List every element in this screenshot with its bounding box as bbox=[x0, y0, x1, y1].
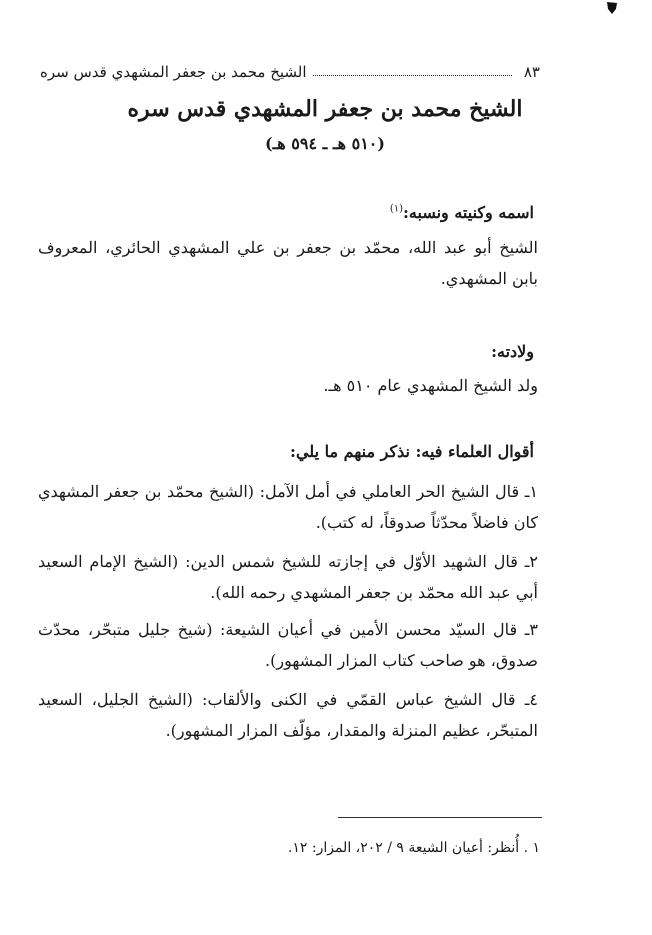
saying-item-1: ١ـ قال الشيخ الحر العاملي في أمل الآمل: (الشيخ محمّد بن جعفر المشهدي كان فاضلاً محدّثاً صدوقاً، له كتب). bbox=[38, 482, 538, 532]
page-title: الشيخ محمد بن جعفر المشهدي قدس سره bbox=[127, 96, 523, 122]
saying-item-4: ٤ـ قال الشيخ عباس القمّي في الكنى والألقاب: (الشيخ الجليل، السعيد المتبحّر، عظيم المنزلة والمقدار، مؤلّف المزار المشهور). bbox=[38, 690, 538, 740]
sayings-heading: أقوال العلماء فيه: نذكر منهم ما يلي: bbox=[290, 442, 534, 461]
footnote-ref: (١) bbox=[389, 203, 403, 215]
life-dates: (٥١٠ هـ ـ ٥٩٤ هـ) bbox=[265, 134, 385, 153]
header-leader-dots bbox=[313, 75, 512, 76]
saying-item-3: ٣ـ قال السيّد محسن الأمين في أعيان الشيعة: (شيخ جليل متبحّر، محدّث صدوق، هو صاحب كتاب المزار المشهور). bbox=[38, 620, 539, 670]
birth-paragraph: ولد الشيخ المشهدي عام ٥١٠ هـ. bbox=[323, 376, 538, 395]
saying-item-2: ٢ـ قال الشهيد الأوّل في إجازته للشيخ شمس الدين: (الشيخ الإمام السعيد أبي عبد الله محمّد بن جعفر المشهدي رحمه الله). bbox=[38, 552, 539, 602]
name-paragraph: الشيخ أبو عبد الله، محمّد بن جعفر بن علي المشهدي الحائري، المعروف بابن المشهدي. bbox=[38, 238, 538, 288]
page-number: ٨٣ bbox=[523, 63, 540, 81]
name-heading: اسمه وكنيته ونسبه:$^{(١)}$ bbox=[389, 203, 534, 222]
running-title: الشيخ محمد بن جعفر المشهدي قدس سره bbox=[40, 63, 307, 81]
footnote-divider bbox=[338, 817, 542, 818]
birth-heading: ولادته: bbox=[491, 342, 534, 361]
running-header bbox=[40, 60, 540, 84]
corner-ink-mark bbox=[604, 0, 620, 16]
footnote: ١ . أُنظر: أعيان الشيعة ٩ / ٢٠٢، المزار: ١٢. bbox=[287, 840, 540, 856]
